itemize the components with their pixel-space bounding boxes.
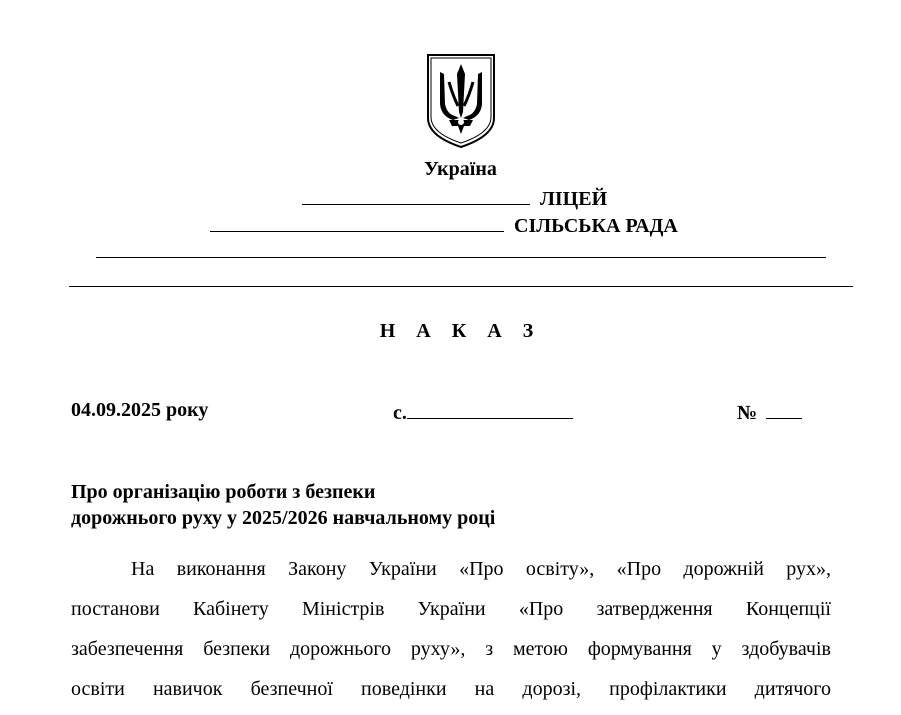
body-line-1: На виконання Закону України «Про освіту», «Про дорожній рух», [131,558,831,580]
institution-suffix: ЛІЦЕЙ [540,188,608,210]
order-body [71,555,831,715]
subject-line-2: дорожнього руху у 2025/2026 навчальному році [71,507,496,529]
order-subject [71,479,495,531]
council-suffix: СІЛЬСЬКА РАДА [514,215,678,237]
council-name-blank [210,211,504,232]
place-blank [407,398,573,419]
number-blank [766,398,802,419]
body-line-3: забезпечення безпеки дорожнього руху», з метою формування у здобувачів [71,638,831,660]
coat-of-arms-trident-icon [425,52,497,150]
header-rule-upper [96,257,826,258]
number-prefix: № [737,402,758,424]
order-place [393,398,573,425]
institution-name-blank [302,184,530,205]
body-line-4: освіти навичок безпечної поведінки на дорозі, профілактики дитячого [71,678,831,700]
institution-line [302,184,607,211]
place-prefix: с. [393,402,407,424]
order-number [737,398,802,425]
body-line-2: постанови Кабінету Міністрів України «Про затвердження Концепції [71,598,831,620]
subject-line-1: Про організацію роботи з безпеки [71,481,376,503]
country-name: Україна [424,158,497,180]
header-rule-lower [69,286,853,287]
document-title: Н А К А З [379,320,542,342]
council-line [210,211,678,238]
order-date: 04.09.2025 року [71,399,209,421]
